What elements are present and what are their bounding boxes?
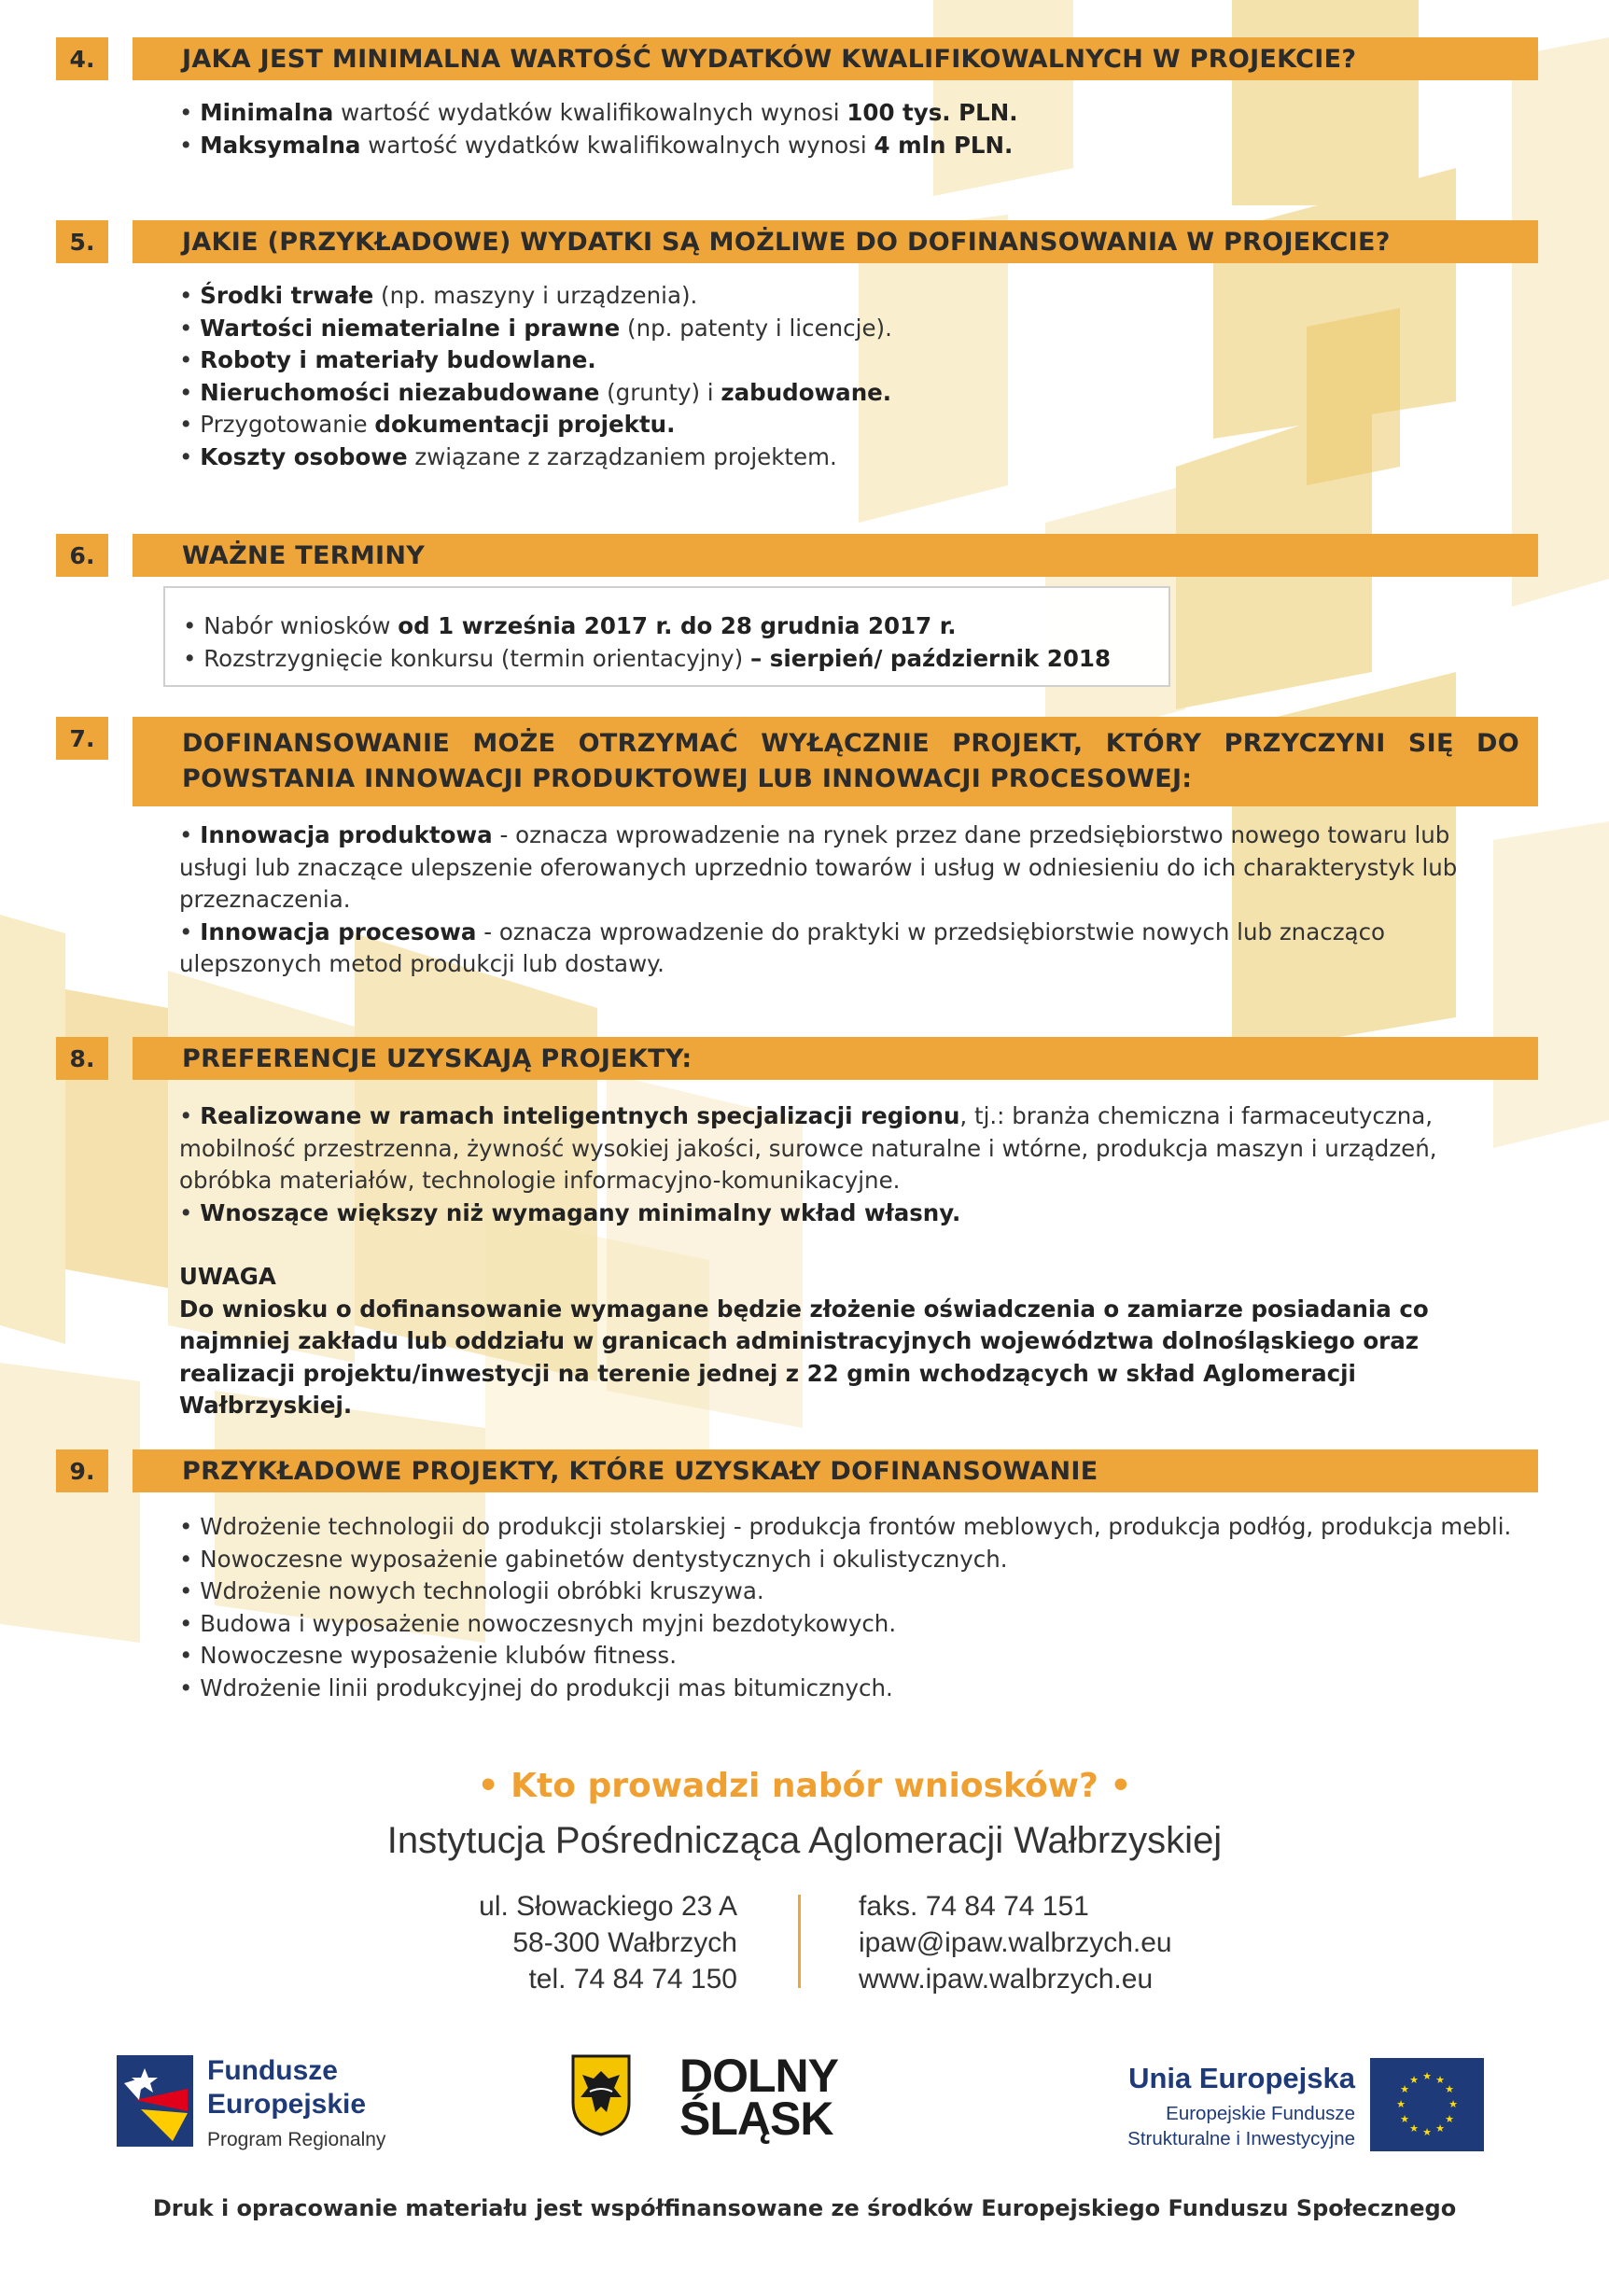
list-item: • Wdrożenie technologii do produkcji stolarskiej - produkcja frontów meblowych, produkcja podłóg, produkcja mebli.: [179, 1513, 1512, 1540]
section-7-body: [179, 819, 1523, 981]
list-item: • Nabór wniosków od 1 września 2017 r. do 28 grudnia 2017 r.: [183, 612, 957, 639]
section-5-body: [179, 280, 1514, 473]
spacer: [179, 1229, 1523, 1261]
ue-line2: Europejskie Fundusze: [1166, 2103, 1355, 2124]
section-title: JAKIE (PRZYKŁADOWE) WYDATKI SĄ MOŻLIWE DO DOFINANSOWANIA W PROJEKCIE?: [182, 227, 1391, 257]
list-item: • Wdrożenie nowych technologii obróbki kruszywa.: [179, 1577, 764, 1604]
list-item: • Wdrożenie linii produkcyjnej do produkcji mas bitumicznych.: [179, 1673, 893, 1701]
list-item: • Budowa i wyposażenie nowoczesnych myjni bezdotykowych.: [179, 1609, 897, 1637]
section-6-body: [183, 610, 1518, 675]
section-title-bar: [133, 1449, 1538, 1492]
address-block: [429, 1888, 737, 1997]
list-item: • Realizowane w ramach inteligentnych specjalizacji regionu, tj.: branża chemiczna i farmaceutyczna, mobilność przestrzenna, żywność wysokiej jakości, surowce naturalne i wtórne, produkcja maszyn i urządzeń, obróbka materiałów, technologie informacyjno-komunikacyjne.: [179, 1102, 1437, 1194]
fax: faks. 74 84 74 151: [859, 1891, 1089, 1922]
contact-divider: [798, 1895, 801, 1988]
svg-text:★: ★: [1396, 2098, 1406, 2110]
section-title: DOFINANSOWANIE MOŻE OTRZYMAĆ WYŁĄCZNIE PROJEKT, KTÓRY PRZYCZYNI SIĘ DO POWSTANIA INNOWACJI PRODUKTOWEJ LUB INNOWACJI PROCESOWEJ:: [182, 729, 1519, 793]
section-number: 6.: [56, 534, 108, 577]
section-number: 8.: [56, 1037, 108, 1080]
section-number: 4.: [56, 37, 108, 80]
section-title: WAŻNE TERMINY: [182, 540, 426, 570]
svg-text:★: ★: [1400, 2113, 1409, 2125]
dolny-slask-logo: [571, 2049, 879, 2161]
eagle-crest-icon: [571, 2054, 631, 2136]
svg-text:★: ★: [1435, 2122, 1445, 2135]
svg-text:★: ★: [1435, 2074, 1445, 2086]
list-item: • Koszty osobowe związane z zarządzaniem projektem.: [179, 442, 837, 470]
list-item: • Środki trwałe (np. maszyny i urządzenia).: [179, 282, 698, 309]
list-item: • Rozstrzygnięcie konkursu (termin orientacyjny) – sierpień/ październik 2018: [183, 644, 1111, 672]
list-item: • Minimalna wartość wydatków kwalifikowalnych wynosi 100 tys. PLN.: [179, 99, 1018, 126]
list-item: • Innowacja produktowa - oznacza wprowadzenie na rynek przez dane przedsiębiorstwo nowego towaru lub usługi lub znaczące ulepszenie oferowanych uprzednio towarów i usług w odniesieniu do ich charakterystyk lub przeznaczenia.: [179, 821, 1458, 913]
fe-line3: Program Regionalny: [207, 2129, 386, 2150]
section-number: 5.: [56, 220, 108, 263]
section-title-bar: [133, 220, 1538, 263]
list-item: • Nieruchomości niezabudowane (grunty) i zabudowane.: [179, 378, 892, 406]
svg-text:★: ★: [1422, 2070, 1432, 2082]
section-title: PREFERENCJE UZYSKAJĄ PROJEKTY:: [182, 1043, 693, 1073]
question-heading: • Kto prowadzi nabór wniosków? •: [477, 1767, 1132, 1805]
section-title-bar: [133, 717, 1538, 806]
eu-flag-icon: [1370, 2058, 1484, 2151]
street: ul. Słowackiego 23 A: [479, 1891, 737, 1922]
ue-line1: Unia Europejska: [1128, 2062, 1355, 2094]
ue-line3: Strukturalne i Inwestycyjne: [1127, 2128, 1355, 2149]
svg-text:★: ★: [1422, 2126, 1432, 2138]
svg-text:★: ★: [1409, 2122, 1419, 2135]
list-item: • Roboty i materiały budowlane.: [179, 346, 596, 373]
city: 58-300 Wałbrzych: [512, 1927, 737, 1958]
section-4-body: [179, 97, 1514, 161]
ds-line2: ŚLĄSK: [679, 2093, 833, 2145]
email-link[interactable]: ipaw@ipaw.walbrzych.eu: [859, 1927, 1172, 1958]
section-title: JAKA JEST MINIMALNA WARTOŚĆ WYDATKÓW KWALIFIKOWALNYCH W PROJEKCIE?: [182, 44, 1357, 74]
section-9-body: [179, 1511, 1523, 1704]
section-title-bar: [133, 1037, 1538, 1080]
section-title-bar: [133, 37, 1538, 80]
phone: tel. 74 84 74 150: [528, 1964, 737, 1995]
svg-text:★: ★: [1448, 2098, 1458, 2110]
svg-text:★: ★: [1400, 2083, 1409, 2095]
contact-block: [859, 1888, 1325, 1997]
fundusze-europejskie-icon: [117, 2055, 193, 2147]
section-number: 9.: [56, 1449, 108, 1492]
unia-europejska-logo: [1013, 2058, 1484, 2161]
svg-text:★: ★: [1409, 2074, 1419, 2086]
list-item: • Wnoszące większy niż wymagany minimalny wkład własny.: [179, 1198, 961, 1226]
list-item: • Nowoczesne wyposażenie gabinetów dentystycznych i okulistycznych.: [179, 1545, 1008, 1573]
section-number: 7.: [56, 717, 108, 760]
section-title-bar: [133, 534, 1538, 577]
ds-line1: DOLNY: [679, 2050, 838, 2102]
website-link[interactable]: www.ipaw.walbrzych.eu: [859, 1964, 1154, 1995]
fundusze-europejskie-logo: [117, 2044, 439, 2161]
footer-note: Druk i opracowanie materiału jest współfinansowane ze środków Europejskiego Funduszu Społecznego: [152, 2195, 1457, 2221]
list-item: • Nowoczesne wyposażenie klubów fitness.: [179, 1642, 677, 1669]
svg-text:★: ★: [1445, 2113, 1454, 2125]
svg-text:★: ★: [1445, 2083, 1454, 2095]
institution-name: Instytucja Pośrednicząca Aglomeracji Wałbrzyskiej: [386, 1820, 1223, 1861]
list-item: • Przygotowanie dokumentacji projektu.: [179, 411, 676, 438]
fe-line2: Europejskie: [207, 2089, 367, 2120]
list-item: • Maksymalna wartość wydatków kwalifikowalnych wynosi 4 mln PLN.: [179, 131, 1014, 159]
list-item: • Wartości niematerialne i prawne (np. patenty i licencje).: [179, 314, 892, 342]
section-8-body: [179, 1100, 1523, 1422]
section-title: PRZYKŁADOWE PROJEKTY, KTÓRE UZYSKAŁY DOFINANSOWANIE: [182, 1456, 1098, 1486]
note-text: Do wniosku o dofinansowanie wymagane będzie złożenie oświadczenia o zamiarze posiadania co najmniej zakładu lub oddziału w granicach administracyjnych województwa dolnośląskiego oraz realizacji projektu/inwestycji na terenie jednej z 22 gmin wchodzących w skład Aglomeracji Wałbrzyskiej.: [179, 1295, 1429, 1419]
list-item: • Innowacja procesowa - oznacza wprowadzenie do praktyki w przedsiębiorstwie nowych lub znacząco ulepszonych metod produkcji lub dostawy.: [179, 917, 1386, 977]
note-title: UWAGA: [179, 1263, 276, 1290]
fe-line1: Fundusze: [207, 2055, 338, 2086]
